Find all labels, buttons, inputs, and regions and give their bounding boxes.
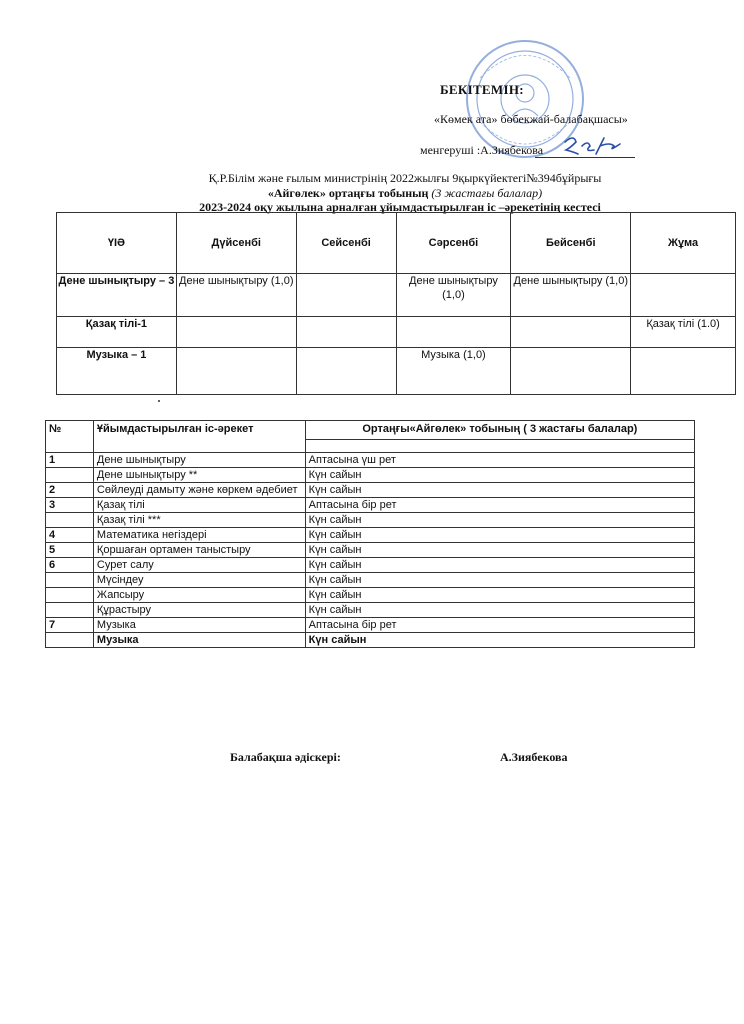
row-number: 4 xyxy=(46,528,94,543)
schedule-cell xyxy=(511,317,631,348)
row-label: Дене шынықтыру – 3 xyxy=(57,274,177,317)
activity-name: Математика негіздері xyxy=(93,528,305,543)
activity-frequency: Күн сайын xyxy=(305,543,694,558)
table-row xyxy=(46,558,695,573)
activity-frequency: Аптасына үш рет xyxy=(305,453,694,468)
activity-frequency: Күн сайын xyxy=(305,513,694,528)
table-row xyxy=(46,633,695,648)
order-reference: Қ.Р.Білім және ғылым министрінің 2022жылғы 9қыркүйектегі№394бұйрығы xyxy=(208,171,602,185)
schedule-row xyxy=(57,317,736,348)
group-age: (3 жастағы балалар) xyxy=(431,186,543,200)
activity-name: Дене шынықтыру ** xyxy=(93,468,305,483)
empty-cell xyxy=(305,440,694,453)
activity-name: Қазақ тілі xyxy=(93,498,305,513)
activities-body xyxy=(46,453,695,648)
group-title xyxy=(175,186,635,201)
schedule-cell: Музыка (1,0) xyxy=(396,348,511,395)
schedule-cell xyxy=(631,348,736,395)
schedule-cell: Дене шынықтыру (1,0) xyxy=(176,274,296,317)
activity-name: Қазақ тілі *** xyxy=(93,513,305,528)
table-row xyxy=(46,603,695,618)
activity-name: Мүсіндеу xyxy=(93,573,305,588)
approval-title: БЕКІТЕМІН: xyxy=(440,82,524,97)
activity-name: Сөйлеуді дамыту және көркем әдебиет xyxy=(93,483,305,498)
schedule-cell xyxy=(511,348,631,395)
schedule-cell xyxy=(631,274,736,317)
table-row xyxy=(46,573,695,588)
schedule-cell xyxy=(176,317,296,348)
row-number: 1 xyxy=(46,453,94,468)
row-label: Музыка – 1 xyxy=(57,348,177,395)
activity-name: Жапсыру xyxy=(93,588,305,603)
table-row xyxy=(46,468,695,483)
activity-name: Музыка xyxy=(93,633,305,648)
schedule-table xyxy=(56,212,736,395)
row-number: 3 xyxy=(46,498,94,513)
column-header: Дүйсенбі xyxy=(176,213,296,274)
schedule-cell xyxy=(176,348,296,395)
schedule-cell: Дене шынықтыру (1,0) xyxy=(396,274,511,317)
activity-frequency: Күн сайын xyxy=(305,603,694,618)
column-header-num: № xyxy=(46,421,94,453)
activity-frequency: Күн сайын xyxy=(305,483,694,498)
schedule-cell xyxy=(296,348,396,395)
row-number xyxy=(46,573,94,588)
activity-frequency: Күн сайын xyxy=(305,528,694,543)
row-number xyxy=(46,468,94,483)
activity-frequency: Күн сайын xyxy=(305,633,694,648)
activity-frequency: Күн сайын xyxy=(305,468,694,483)
column-header: Сейсенбі xyxy=(296,213,396,274)
schedule-cell: Дене шынықтыру (1,0) xyxy=(511,274,631,317)
row-number xyxy=(46,633,94,648)
schedule-cell xyxy=(296,274,396,317)
column-header: Бейсенбі xyxy=(511,213,631,274)
row-number xyxy=(46,588,94,603)
schedule-title: 2023-2024 оқу жылына арналған ұйымдастырылған іс –әрекетінің кестесі xyxy=(199,200,601,214)
schedule-cell xyxy=(396,317,511,348)
column-header-activity: Ұйымдастырылған іс-әрекет xyxy=(93,421,305,453)
signature-icon xyxy=(560,132,630,162)
schedule-cell: Қазақ тілі (1.0) xyxy=(631,317,736,348)
row-label: Қазақ тілі-1 xyxy=(57,317,177,348)
row-number: 6 xyxy=(46,558,94,573)
activities-header-row xyxy=(46,421,695,440)
methodist-name: А.Зиябекова xyxy=(500,750,568,764)
table-row xyxy=(46,543,695,558)
table-row xyxy=(46,453,695,468)
activity-name: Құрастыру xyxy=(93,603,305,618)
group-name: «Айгөлек» ортаңғы тобының xyxy=(267,186,429,200)
table-row xyxy=(46,483,695,498)
schedule-cell xyxy=(296,317,396,348)
activity-name: Дене шынықтыру xyxy=(93,453,305,468)
schedule-row xyxy=(57,348,736,395)
activity-frequency: Күн сайын xyxy=(305,588,694,603)
activity-frequency: Күн сайын xyxy=(305,558,694,573)
activities-table xyxy=(45,420,695,648)
methodist-label: Балабақша әдіскері: xyxy=(230,750,341,764)
column-header-group: Ортаңғы«Айгөлек» тобының ( 3 жастағы балалар) xyxy=(305,421,694,440)
table-row xyxy=(46,618,695,633)
table-row xyxy=(46,513,695,528)
approval-organization: «Көмек ата» бөбекжай-балабақшасы» xyxy=(434,112,628,126)
row-number xyxy=(46,603,94,618)
row-number: 2 xyxy=(46,483,94,498)
column-header: Сәрсенбі xyxy=(396,213,511,274)
table-row xyxy=(46,498,695,513)
activity-name: Музыка xyxy=(93,618,305,633)
activity-frequency: Аптасына бір рет xyxy=(305,498,694,513)
speck-mark xyxy=(158,400,160,402)
activity-frequency: Аптасына бір рет xyxy=(305,618,694,633)
column-header: Жұма xyxy=(631,213,736,274)
table-row xyxy=(46,528,695,543)
schedule-header-row xyxy=(57,213,736,274)
activity-name: Қоршаған ортамен таныстыру xyxy=(93,543,305,558)
activity-name: Сурет салу xyxy=(93,558,305,573)
column-header: ҮІӘ xyxy=(57,213,177,274)
row-number: 7 xyxy=(46,618,94,633)
row-number: 5 xyxy=(46,543,94,558)
activity-frequency: Күн сайын xyxy=(305,573,694,588)
table-row xyxy=(46,588,695,603)
row-number xyxy=(46,513,94,528)
schedule-row xyxy=(57,274,736,317)
approval-head: менгеруші :А.Зиябекова xyxy=(420,143,544,157)
